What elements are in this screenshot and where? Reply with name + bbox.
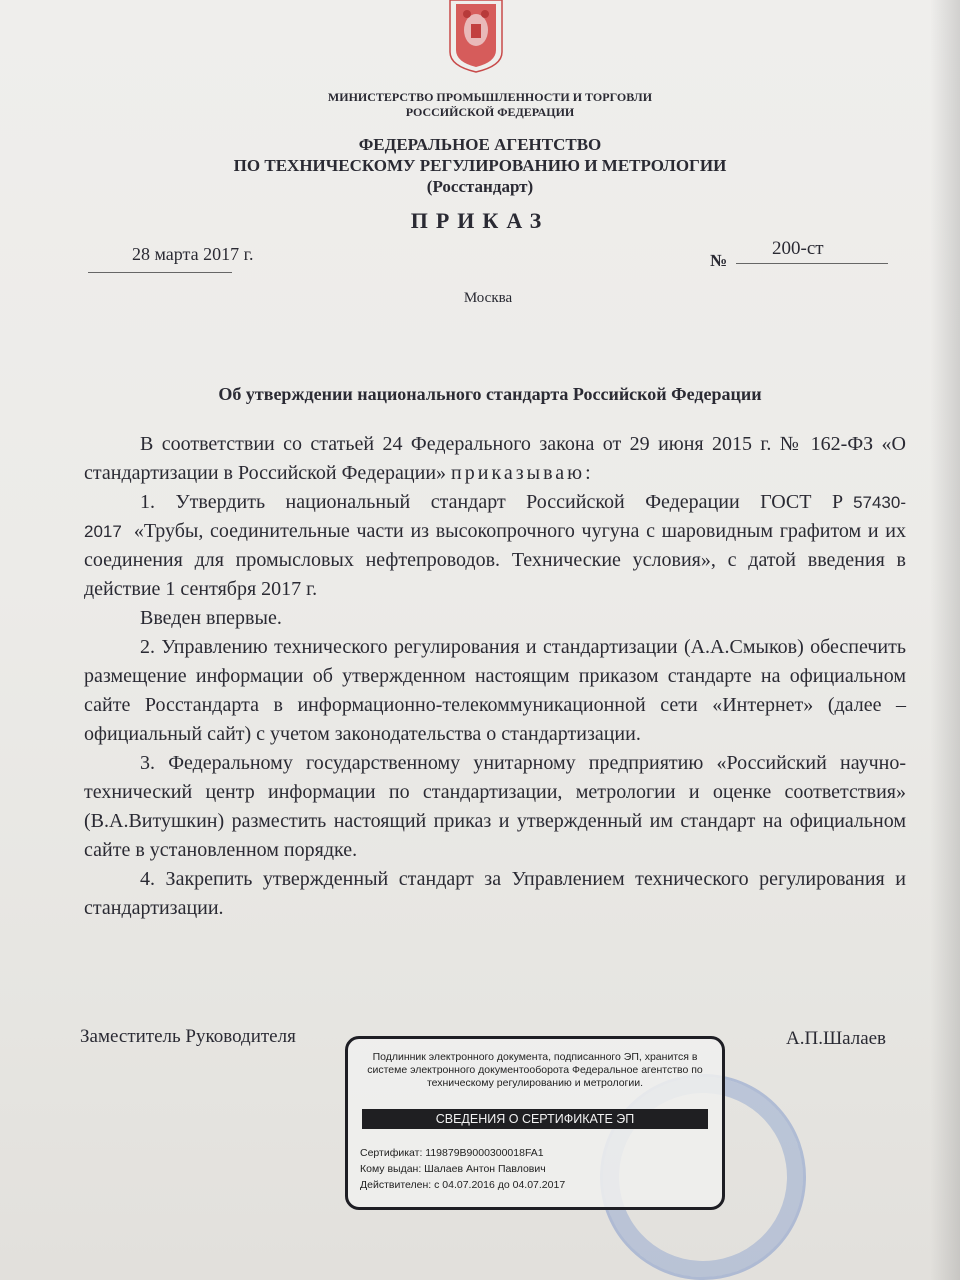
city: Москва bbox=[463, 290, 513, 306]
signatory-name: А.П.Шалаев bbox=[786, 1028, 887, 1049]
order-subject: Об утверждении национального стандарта Российской Федерации bbox=[218, 384, 762, 404]
paragraph-preamble: В соответствии со статьей 24 Федерального закона от 29 июня 2015 г. № 162-ФЗ «О стандартизации в Российской Федерации» приказываю: bbox=[84, 433, 906, 484]
agency-line-2: ПО ТЕХНИЧЕСКОМУ РЕГУЛИРОВАНИЮ И МЕТРОЛОГИИ bbox=[233, 156, 727, 175]
paragraph-item-4: 4. Закрепить утвержденный стандарт за Управлением технического регулирования и стандартизации. bbox=[84, 868, 906, 919]
page-edge-shadow bbox=[930, 0, 960, 1280]
electronic-signature-box bbox=[345, 1036, 725, 1210]
ministry-line-1: МИНИСТЕРСТВО ПРОМЫШЛЕННОСТИ И ТОРГОВЛИ bbox=[327, 90, 653, 104]
agency-line-3: (Росстандарт) bbox=[426, 177, 534, 196]
date-underline bbox=[88, 272, 232, 273]
agency-line-1: ФЕДЕРАЛЬНОЕ АГЕНТСТВО bbox=[358, 135, 602, 154]
document-type-title: ПРИКАЗ bbox=[410, 208, 550, 233]
paragraph-item-1: 1. Утвердить национальный стандарт Российской Федерации ГОСТ Р 57430-2017 «Трубы, соединительные части из высокопрочного чугуна с шаровидным графитом и их соединения для промысловых нефтепроводов. Технические условия», с датой введения в действие 1 сентября 2017 г. bbox=[84, 491, 906, 600]
number-sign: № bbox=[710, 251, 728, 270]
paragraph-first-introduced: Введен впервые. bbox=[140, 607, 282, 629]
order-word: приказываю: bbox=[451, 462, 594, 484]
paragraph-item-3: 3. Федеральному государственному унитарному предприятию «Российский научно-технический центр информации по стандартизации, метрологии и оценке соответствия» (В.А.Витушкин) разместить настоящий приказ и утвержденный им стандарт на официальном сайте в установленном порядке. bbox=[84, 752, 906, 861]
ep-certificate-header: СВЕДЕНИЯ О СЕРТИФИКАТЕ ЭП bbox=[362, 1109, 708, 1129]
coat-of-arms-emblem bbox=[446, 0, 506, 74]
agency-header bbox=[0, 134, 960, 197]
ep-certificate-id: Сертификат: 119879B9000300018FA1 bbox=[360, 1147, 544, 1159]
number-underline bbox=[736, 263, 888, 264]
ministry-line-2: РОССИЙСКОЙ ФЕДЕРАЦИИ bbox=[405, 105, 575, 119]
signatory-role: Заместитель Руководителя bbox=[80, 1026, 296, 1047]
ep-validity: Действителен: с 04.07.2016 до 04.07.2017 bbox=[360, 1179, 566, 1191]
ep-notice: Подлинник электронного документа, подписанного ЭП, хранится в системе электронного документооборота Федеральное агентство по техническому регулированию и метрологии. bbox=[367, 1051, 703, 1089]
ministry-header bbox=[10, 90, 960, 120]
order-number: 200-ст bbox=[772, 238, 824, 259]
paragraph-item-2: 2. Управлению технического регулирования и стандартизации (А.А.Смыков) обеспечить размещение информации об утвержденном настоящим приказом стандарте на официальном сайте Росстандарта в информационно-телекоммуникационной сети «Интернет» (далее – официальный сайт) с учетом законодательства о стандартизации. bbox=[84, 636, 906, 745]
gost-number: 57430-2017 bbox=[84, 493, 906, 541]
ep-issued-to: Кому выдан: Шалаев Антон Павлович bbox=[360, 1163, 546, 1175]
order-body bbox=[84, 430, 906, 923]
order-date: 28 марта 2017 г. bbox=[132, 244, 254, 264]
